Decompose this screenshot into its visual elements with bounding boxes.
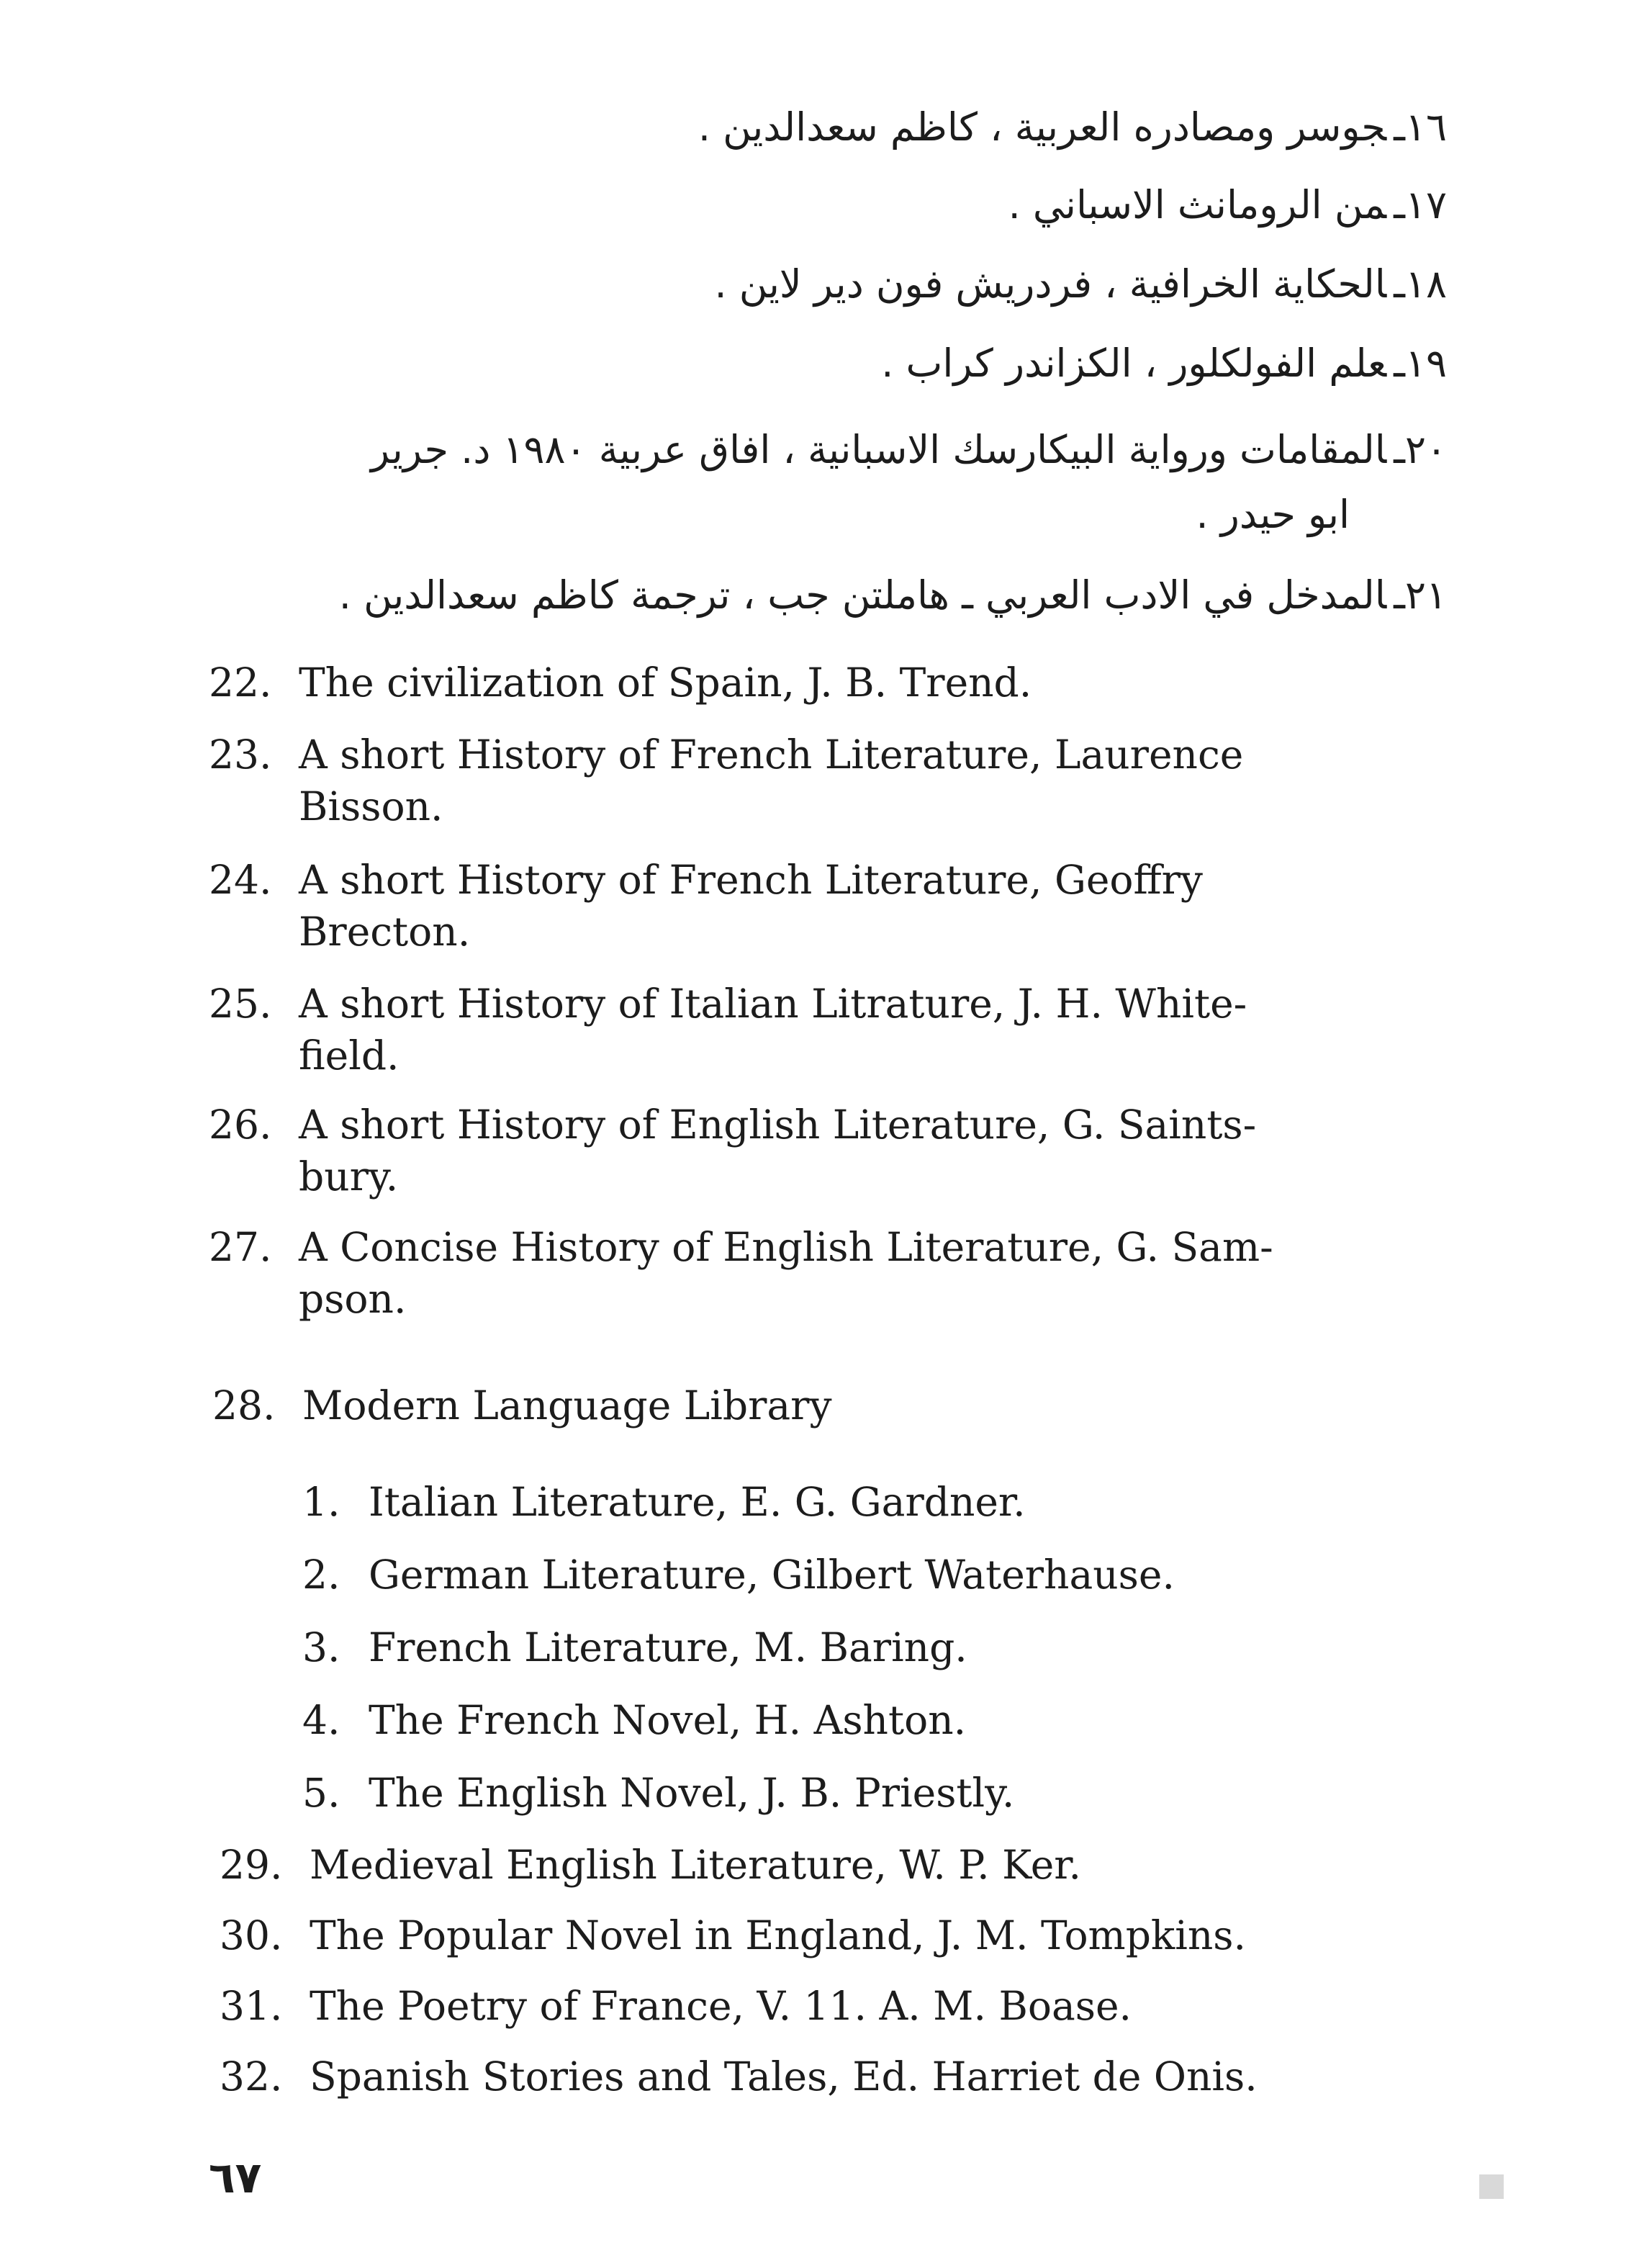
entry-number: ١٧ـ	[1394, 182, 1447, 228]
entry-number: 2.	[302, 1552, 340, 1598]
scan-corner-mark	[1479, 2174, 1504, 2199]
entry-text: A Concise History of English Literature, G. Sam- pson.	[299, 1224, 1273, 1322]
entry-text: French Literature, M. Baring.	[369, 1624, 967, 1670]
entry-number: 4.	[302, 1697, 340, 1743]
entry-number: 23.	[209, 732, 272, 778]
entry-number: 3.	[302, 1624, 340, 1670]
arabic-entry	[881, 341, 1447, 386]
entry-text: German Literature, Gilbert Waterhause.	[369, 1552, 1175, 1598]
entry-number: ١٨ـ	[1394, 261, 1447, 307]
entry-text: A short History of English Literature, G. Saints- bury.	[299, 1102, 1257, 1200]
entry-number: 32.	[220, 2053, 283, 2100]
entry-text: Modern Language Library	[302, 1382, 832, 1429]
entry-number: ١٦ـ	[1394, 104, 1447, 150]
entry-number: 22.	[209, 660, 272, 706]
entry-number: ١٩ـ	[1394, 341, 1447, 386]
entry-text: A short History of French Literature, Geoffry Brecton.	[299, 857, 1203, 955]
entry-text: The Poetry of France, V. 11. A. M. Boase.	[310, 1983, 1132, 2029]
entry-text: Spanish Stories and Tales, Ed. Harriet de Onis.	[310, 2053, 1258, 2100]
entry-number: 24.	[209, 857, 272, 903]
entry-number: 26.	[209, 1102, 272, 1148]
entry-text: The French Novel, H. Ashton.	[369, 1697, 967, 1743]
arabic-entry-continuation: ابو حيدر .	[1196, 492, 1350, 537]
arabic-entry	[338, 572, 1447, 618]
entry-text: المقامات ورواية البيكارسك الاسبانية ، افاق عربية ١٩٨٠ د. جرير	[371, 427, 1387, 472]
entry-text: جوسر ومصادره العربية ، كاظم سعدالدين .	[698, 104, 1387, 150]
entry-text: من الرومانث الاسباني .	[1008, 182, 1387, 228]
entry-number: 25.	[209, 981, 272, 1027]
entry-number: 5.	[302, 1770, 340, 1816]
arabic-entry	[371, 427, 1447, 472]
entry-text: A short History of French Literature, Laurence Bisson.	[299, 732, 1244, 829]
entry-number: ٢١ـ	[1394, 572, 1447, 618]
entry-number: ٢٠ـ	[1394, 427, 1447, 472]
entry-number: 1.	[302, 1479, 340, 1525]
entry-number: 31.	[220, 1983, 283, 2029]
entry-text: علم الفولكلور ، الكزاندر كراب .	[881, 341, 1387, 386]
entry-text: المدخل في الادب العربي ـ هاملتن جب ، ترجمة كاظم سعدالدين .	[338, 572, 1387, 618]
entry-text: A short History of Italian Litrature, J. H. White- field.	[299, 981, 1247, 1079]
entry-text: Italian Literature, E. G. Gardner.	[369, 1479, 1026, 1525]
entry-text: Medieval English Literature, W. P. Ker.	[310, 1842, 1082, 1888]
arabic-entry	[698, 104, 1447, 150]
arabic-entry	[714, 261, 1447, 307]
entry-text: The civilization of Spain, J. B. Trend.	[299, 660, 1032, 706]
entry-text: The Popular Novel in England, J. M. Tompkins.	[310, 1912, 1246, 1958]
entry-text: The English Novel, J. B. Priestly.	[369, 1770, 1015, 1816]
entry-number: 27.	[209, 1224, 272, 1270]
entry-text: الحكاية الخرافية ، فردريش فون دير لاين .	[714, 261, 1387, 307]
entry-number: 28.	[212, 1382, 276, 1429]
page-number: ٦٧	[209, 2153, 262, 2203]
entry-number: 30.	[220, 1912, 283, 1958]
arabic-entry	[1008, 182, 1447, 228]
entry-number: 29.	[220, 1842, 283, 1888]
